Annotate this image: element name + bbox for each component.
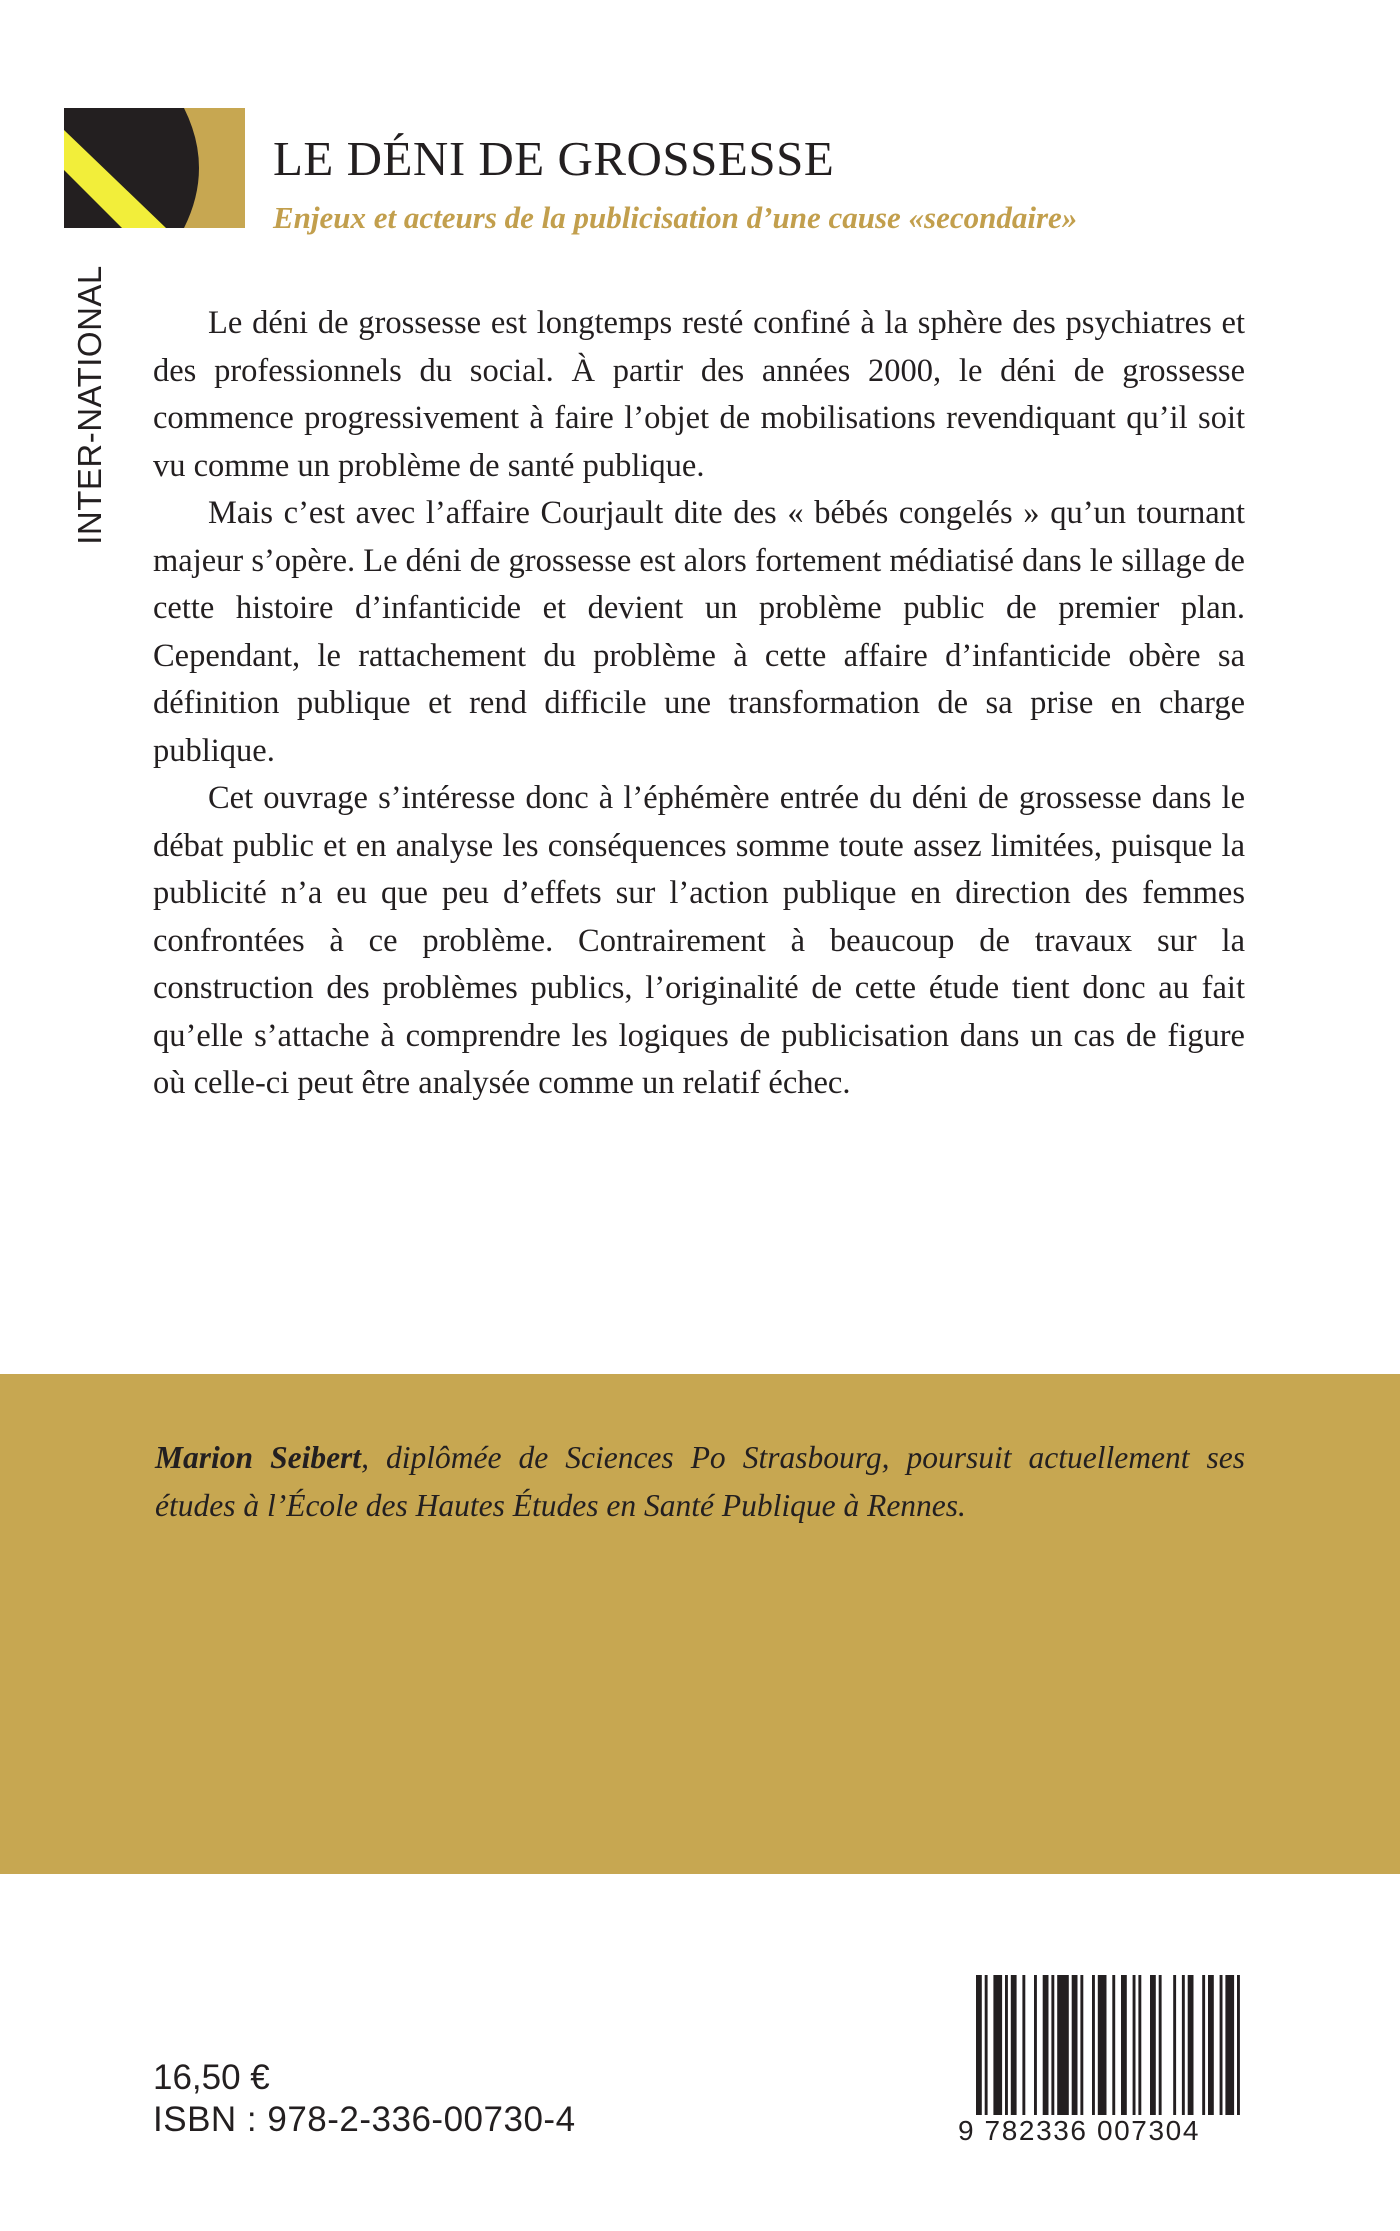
barcode-bar <box>1208 1975 1214 2115</box>
barcode-bar <box>1182 1975 1185 2115</box>
author-bio-text: , diplômée de Sciences Po Strasbourg, poursuit actuellement ses études à l’École des Hautes Études en Santé Publique à Rennes. <box>155 1440 1245 1523</box>
author-bio <box>155 1434 1245 1530</box>
barcode-bar <box>1043 1975 1049 2115</box>
isbn: ISBN : 978-2-336-00730-4 <box>153 2100 576 2139</box>
barcode-bar <box>1159 1975 1162 2115</box>
barcode-bar <box>1220 1975 1223 2115</box>
barcode-bar <box>1005 1975 1008 2115</box>
barcode-bar <box>1092 1975 1095 2115</box>
collection-name: INTER-NATIONAL <box>71 265 108 545</box>
barcode-digits: 9 782336 007304 <box>958 2115 1200 2146</box>
collection-label <box>70 245 110 565</box>
barcode-bar <box>1237 1975 1240 2115</box>
summary-paragraph: Le déni de grossesse est longtemps resté confiné à la sphère des psychiatres et des professionnels du social. À partir des années 2000, le déni de grossesse commence progressivement à faire l’objet de mobilisations revendiquant qu’il soit vu comme un problème de santé publique. <box>153 305 1245 484</box>
barcode-bar <box>1034 1975 1037 2115</box>
barcode-bars <box>976 1975 1240 2115</box>
summary-paragraph: Cet ouvrage s’intéresse donc à l’éphémère entrée du déni de grossesse dans le débat public et en analyse les conséquences somme toute assez limitées, puisque la publicité n’a eu que peu d’effets sur l’action publique en direction des femmes confrontées à ce problème. Contrairement à beaucoup de travaux sur la construction des problèmes publics, l’originalité de cette étude tient donc au fait qu’elle s’attache à comprendre les logiques de publicisation dans un cas de figure où celle-ci peut être analysée comme un relatif échec. <box>153 780 1245 1101</box>
barcode-bar <box>1225 1975 1234 2115</box>
barcode-bar <box>1072 1975 1078 2115</box>
author-band <box>0 1374 1400 1874</box>
barcode-bar <box>1202 1975 1205 2115</box>
barcode-bar <box>1173 1975 1176 2115</box>
book-subtitle: Enjeux et acteurs de la publicisation d’une cause «secondaire» <box>273 200 1078 235</box>
barcode-bar <box>1188 1975 1194 2115</box>
barcode-bar <box>1011 1975 1017 2115</box>
barcode-bar <box>985 1975 988 2115</box>
barcode-bar <box>1051 1975 1054 2115</box>
barcode-bar <box>1057 1975 1069 2115</box>
barcode <box>958 1965 1240 2151</box>
barcode-bar <box>1080 1975 1083 2115</box>
barcode-bar <box>993 1975 1002 2115</box>
barcode-bar <box>1121 1975 1127 2115</box>
publisher-logo <box>64 108 245 228</box>
barcode-bar <box>976 1975 982 2115</box>
book-title: LE DÉNI DE GROSSESSE <box>273 131 835 186</box>
price: 16,50 € <box>153 2058 270 2097</box>
summary-paragraph: Mais c’est avec l’affaire Courjault dite des « bébés congelés » qu’un tournant majeur s’opère. Le déni de grossesse est alors fortement médiatisé dans le sillage de cette histoire d’infanticide et devient un problème public de premier plan. Cependant, le rattachement du problème à cette affaire d’infanticide obère sa définition publique et rend difficile une transformation de sa prise en charge publique. <box>153 495 1245 769</box>
barcode-bar <box>1112 1975 1115 2115</box>
barcode-bar <box>1150 1975 1156 2115</box>
barcode-bar <box>1098 1975 1107 2115</box>
barcode-bar <box>1138 1975 1141 2115</box>
back-cover-summary <box>153 300 1245 1108</box>
barcode-bar <box>1133 1975 1136 2115</box>
barcode-bar <box>1022 1975 1025 2115</box>
author-name: Marion Seibert <box>155 1440 362 1475</box>
